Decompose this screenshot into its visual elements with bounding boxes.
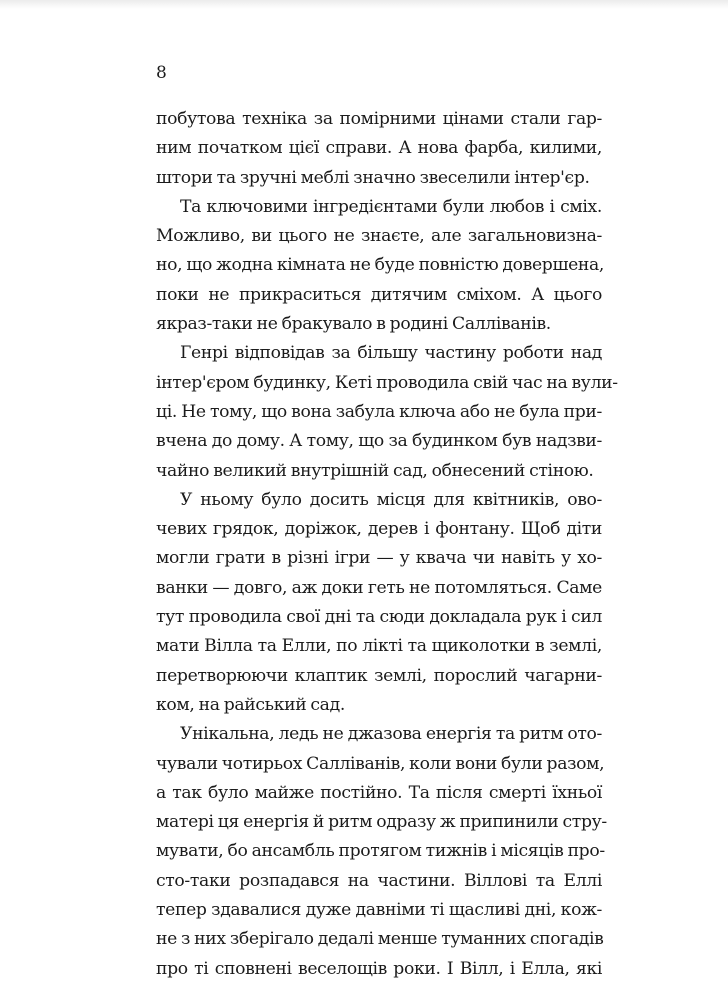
text-line: Генрі відповідав за більшу частину роботи над <box>180 343 602 364</box>
text-line: ванки — довго, аж доки геть не потомляться. Саме <box>156 577 602 598</box>
text-line: сто-таки розпадався на частини. Віллові та Еллі <box>156 870 602 891</box>
text-line: У ньому було досить місця для квітників, ово- <box>180 489 602 510</box>
text-line: Можливо, ви цього не знаєте, але загальновизна- <box>156 226 602 247</box>
text-line: но, що жодна кімната не буде повністю довершена, <box>156 255 605 276</box>
body-text <box>156 105 618 984</box>
text-line: ком, на райський сад. <box>156 694 345 715</box>
text-line: тепер здавалися дуже давніми ті щасливі дні, кож- <box>156 900 602 921</box>
text-line: про ті сповнені веселощів роки. І Вілл, і Елла, які <box>156 958 602 979</box>
text-line: поки не прикраситься дитячим сміхом. А цього <box>156 284 602 305</box>
text-line: чували чотирьох Салліванів, коли вони були разом, <box>156 753 605 774</box>
text-line: штори та зручні меблі значно звеселили інтер'єр. <box>156 167 590 188</box>
text-line: чайно великий внутрішній сад, обнесений стіною. <box>156 460 594 481</box>
text-line: не з них зберігало дедалі менше туманних спогадів <box>156 929 604 950</box>
text-line: Та ключовими інгредієнтами були любов і сміх. <box>180 196 602 217</box>
text-line: побутова техніка за помірними цінами стали гар- <box>156 109 602 129</box>
text-line: матері ця енергія й ритм одразу ж припинили стру- <box>156 812 607 833</box>
text-line: інтер'єром будинку, Кеті проводила свій час на вули- <box>156 372 618 393</box>
text-line: якраз-таки не бракувало в родині Салліванів. <box>156 314 551 335</box>
text-line: Унікальна, ледь не джазова енергія та ритм ото- <box>180 724 602 745</box>
text-line: вчена до дому. А тому, що за будинком був надзви- <box>156 431 602 452</box>
text-line: ці. Не тому, що вона забула ключа або не була при- <box>156 401 602 422</box>
page-number: 8 <box>156 63 167 83</box>
text-line: перетворюючи клаптик землі, порослий чагарни- <box>156 665 602 686</box>
text-line: тут проводила свої дні та сюди докладала рук і сил <box>156 607 602 628</box>
top-edge-shadow <box>0 0 728 9</box>
text-line: мувати, бо ансамбль протягом тижнів і місяців про- <box>156 841 605 862</box>
text-line: могли грати в різні ігри — у квача чи навіть у хо- <box>156 548 602 569</box>
text-line: ним початком цієї справи. А нова фарба, килими, <box>156 138 602 159</box>
text-line: чевих грядок, доріжок, дерев і фонтану. Щоб діти <box>156 519 602 540</box>
text-line: а так було майже постійно. Та після смерті їхньої <box>156 782 602 803</box>
text-line: мати Вілла та Елли, по лікті та щиколотки в землі, <box>156 636 602 657</box>
